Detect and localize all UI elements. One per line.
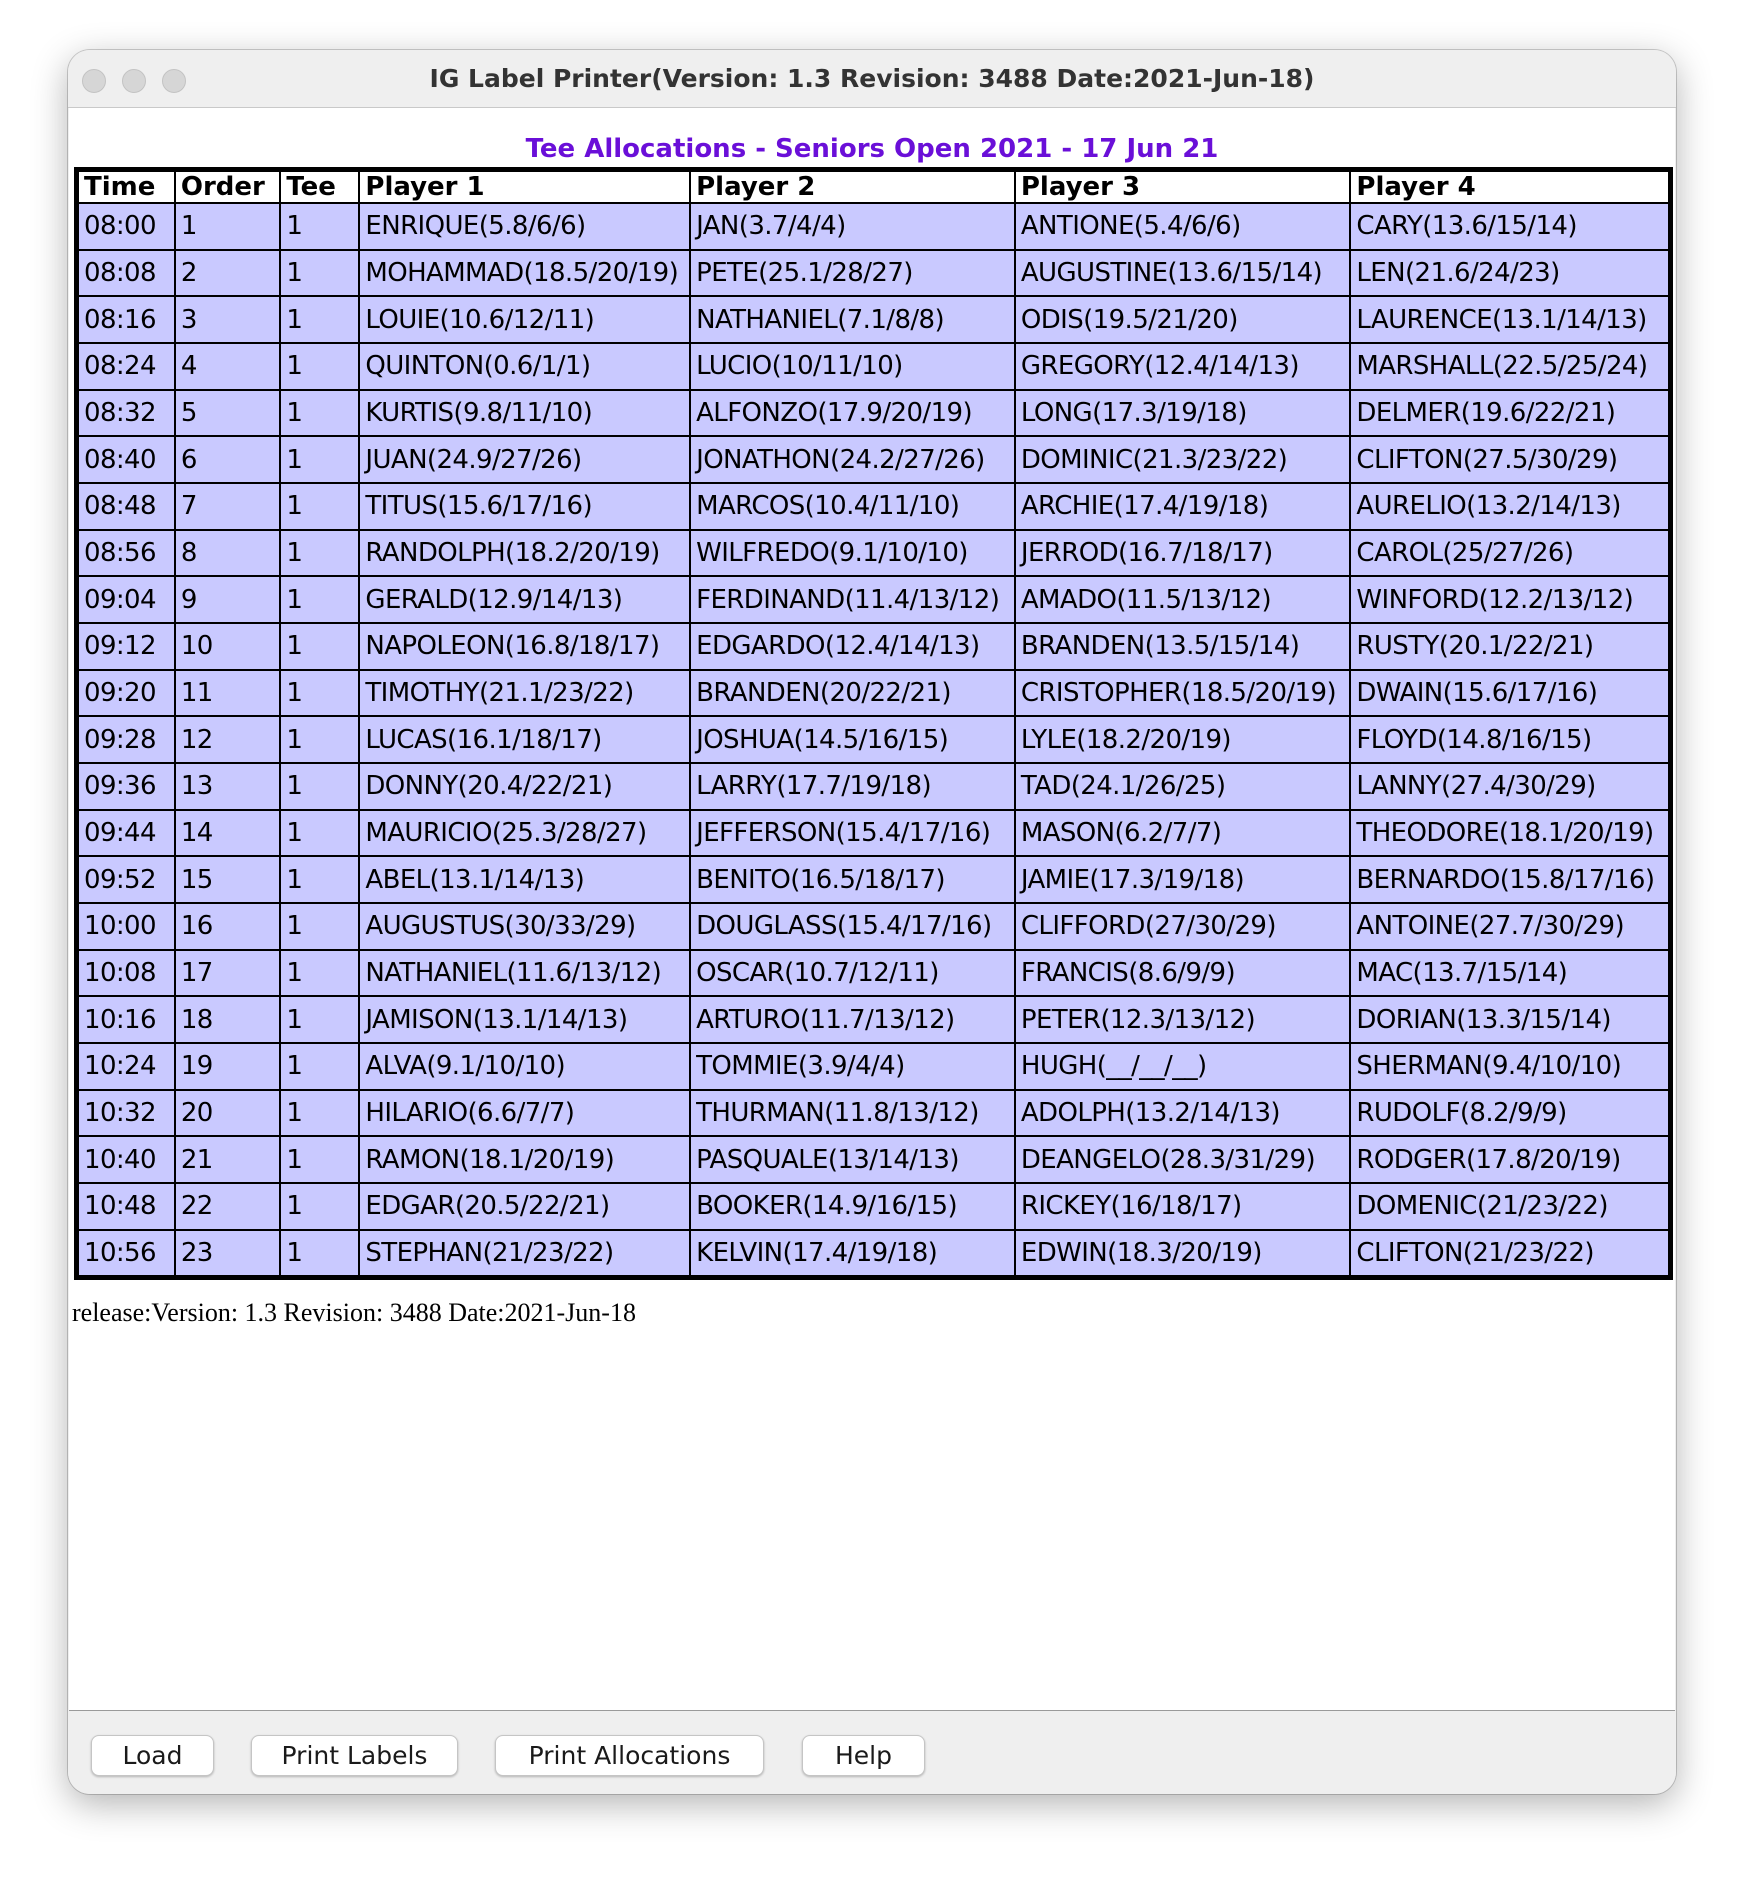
player-3-cell: GREGORY(12.4/14/13) — [1015, 343, 1351, 390]
app-window — [68, 50, 1676, 1794]
tee-cell: 1 — [280, 390, 359, 437]
player-1-cell: JUAN(24.9/27/26) — [359, 436, 690, 483]
tee-cell: 1 — [280, 1183, 359, 1230]
player-3-cell: CRISTOPHER(18.5/20/19) — [1015, 670, 1351, 717]
tee-cell: 1 — [280, 483, 359, 530]
player-1-cell: MAURICIO(25.3/28/27) — [359, 810, 690, 857]
title-bar[interactable] — [68, 50, 1676, 108]
tee-cell: 1 — [280, 1230, 359, 1275]
table-row — [79, 903, 1668, 950]
player-2-cell: FERDINAND(11.4/13/12) — [690, 576, 1015, 623]
tee-cell: 1 — [280, 996, 359, 1043]
player-2-cell: BRANDEN(20/22/21) — [690, 670, 1015, 717]
tee-cell: 1 — [280, 203, 359, 250]
player-3-cell: PETER(12.3/13/12) — [1015, 996, 1351, 1043]
player-3-cell: LYLE(18.2/20/19) — [1015, 716, 1351, 763]
player-4-cell: CLIFTON(21/23/22) — [1350, 1230, 1668, 1275]
player-4-cell: CAROL(25/27/26) — [1350, 530, 1668, 577]
time-cell: 08:08 — [79, 250, 175, 297]
table-header-row — [79, 172, 1668, 203]
player-1-cell: LUCAS(16.1/18/17) — [359, 716, 690, 763]
time-cell: 08:24 — [79, 343, 175, 390]
player-4-cell: DORIAN(13.3/15/14) — [1350, 996, 1668, 1043]
player-1-cell: EDGAR(20.5/22/21) — [359, 1183, 690, 1230]
order-cell: 6 — [175, 436, 280, 483]
player-2-cell: JOSHUA(14.5/16/15) — [690, 716, 1015, 763]
table-row — [79, 716, 1668, 763]
player-1-cell: ALVA(9.1/10/10) — [359, 1043, 690, 1090]
player-1-cell: DONNY(20.4/22/21) — [359, 763, 690, 810]
time-cell: 10:48 — [79, 1183, 175, 1230]
report-title: Tee Allocations - Seniors Open 2021 - 17 Jun 21 — [525, 134, 1219, 164]
time-cell: 09:36 — [79, 763, 175, 810]
player-3-cell: AUGUSTINE(13.6/15/14) — [1015, 250, 1351, 297]
player-4-cell: WINFORD(12.2/13/12) — [1350, 576, 1668, 623]
help-button[interactable]: Help — [802, 1735, 925, 1776]
player-4-cell: DOMENIC(21/23/22) — [1350, 1183, 1668, 1230]
player-2-cell: EDGARDO(12.4/14/13) — [690, 623, 1015, 670]
player-2-cell: PETE(25.1/28/27) — [690, 250, 1015, 297]
player-3-cell: CLIFFORD(27/30/29) — [1015, 903, 1351, 950]
player-1-cell: ABEL(13.1/14/13) — [359, 856, 690, 903]
player-4-cell: CLIFTON(27.5/30/29) — [1350, 436, 1668, 483]
table-row — [79, 623, 1668, 670]
order-cell: 9 — [175, 576, 280, 623]
player-4-cell: RODGER(17.8/20/19) — [1350, 1136, 1668, 1183]
player-4-cell: LEN(21.6/24/23) — [1350, 250, 1668, 297]
player-2-cell: LARRY(17.7/19/18) — [690, 763, 1015, 810]
table-body — [79, 203, 1668, 1275]
time-cell: 08:00 — [79, 203, 175, 250]
player-2-cell: JEFFERSON(15.4/17/16) — [690, 810, 1015, 857]
player-1-cell: ENRIQUE(5.8/6/6) — [359, 203, 690, 250]
order-cell: 5 — [175, 390, 280, 437]
player-1-cell: RANDOLPH(18.2/20/19) — [359, 530, 690, 577]
order-cell: 1 — [175, 203, 280, 250]
player-2-cell: BOOKER(14.9/16/15) — [690, 1183, 1015, 1230]
time-cell: 10:00 — [79, 903, 175, 950]
tee-cell: 1 — [280, 1136, 359, 1183]
table-row — [79, 670, 1668, 717]
player-4-cell: LANNY(27.4/30/29) — [1350, 763, 1668, 810]
tee-cell: 1 — [280, 296, 359, 343]
player-1-cell: JAMISON(13.1/14/13) — [359, 996, 690, 1043]
table-row — [79, 950, 1668, 997]
player-4-cell: MAC(13.7/15/14) — [1350, 950, 1668, 997]
tee-cell: 1 — [280, 530, 359, 577]
player-3-cell: BRANDEN(13.5/15/14) — [1015, 623, 1351, 670]
tee-cell: 1 — [280, 670, 359, 717]
player-3-cell: ODIS(19.5/21/20) — [1015, 296, 1351, 343]
player-4-cell: MARSHALL(22.5/25/24) — [1350, 343, 1668, 390]
column-header-player-1: Player 1 — [359, 172, 690, 203]
time-cell: 09:52 — [79, 856, 175, 903]
order-cell: 19 — [175, 1043, 280, 1090]
table-row — [79, 1090, 1668, 1137]
player-1-cell: AUGUSTUS(30/33/29) — [359, 903, 690, 950]
order-cell: 15 — [175, 856, 280, 903]
order-cell: 8 — [175, 530, 280, 577]
tee-cell: 1 — [280, 810, 359, 857]
order-cell: 2 — [175, 250, 280, 297]
table-row — [79, 856, 1668, 903]
order-cell: 14 — [175, 810, 280, 857]
table-row — [79, 343, 1668, 390]
player-2-cell: LUCIO(10/11/10) — [690, 343, 1015, 390]
order-cell: 20 — [175, 1090, 280, 1137]
tee-cell: 1 — [280, 763, 359, 810]
player-4-cell: RUDOLF(8.2/9/9) — [1350, 1090, 1668, 1137]
time-cell: 09:28 — [79, 716, 175, 763]
print-labels-button[interactable]: Print Labels — [251, 1735, 458, 1776]
player-3-cell: DEANGELO(28.3/31/29) — [1015, 1136, 1351, 1183]
column-header-player-3: Player 3 — [1015, 172, 1351, 203]
player-3-cell: EDWIN(18.3/20/19) — [1015, 1230, 1351, 1275]
tee-cell: 1 — [280, 1090, 359, 1137]
player-1-cell: TIMOTHY(21.1/23/22) — [359, 670, 690, 717]
column-header-tee: Tee — [280, 172, 359, 203]
table-row — [79, 1230, 1668, 1275]
table-row — [79, 1183, 1668, 1230]
time-cell: 09:44 — [79, 810, 175, 857]
player-1-cell: NAPOLEON(16.8/18/17) — [359, 623, 690, 670]
player-3-cell: LONG(17.3/19/18) — [1015, 390, 1351, 437]
player-4-cell: AURELIO(13.2/14/13) — [1350, 483, 1668, 530]
tee-cell: 1 — [280, 623, 359, 670]
tee-cell: 1 — [280, 903, 359, 950]
tee-cell: 1 — [280, 250, 359, 297]
order-cell: 7 — [175, 483, 280, 530]
player-2-cell: TOMMIE(3.9/4/4) — [690, 1043, 1015, 1090]
player-3-cell: RICKEY(16/18/17) — [1015, 1183, 1351, 1230]
table-row — [79, 810, 1668, 857]
player-1-cell: HILARIO(6.6/7/7) — [359, 1090, 690, 1137]
print-allocations-button[interactable]: Print Allocations — [495, 1735, 764, 1776]
player-1-cell: NATHANIEL(11.6/13/12) — [359, 950, 690, 997]
tee-cell: 1 — [280, 436, 359, 483]
table-row — [79, 390, 1668, 437]
order-cell: 4 — [175, 343, 280, 390]
player-1-cell: KURTIS(9.8/11/10) — [359, 390, 690, 437]
button-bar — [68, 1712, 1676, 1794]
time-cell: 10:32 — [79, 1090, 175, 1137]
tee-cell: 1 — [280, 1043, 359, 1090]
player-1-cell: QUINTON(0.6/1/1) — [359, 343, 690, 390]
time-cell: 09:04 — [79, 576, 175, 623]
player-2-cell: ALFONZO(17.9/20/19) — [690, 390, 1015, 437]
player-3-cell: AMADO(11.5/13/12) — [1015, 576, 1351, 623]
time-cell: 08:40 — [79, 436, 175, 483]
column-header-order: Order — [175, 172, 280, 203]
order-cell: 13 — [175, 763, 280, 810]
allocations-table — [79, 172, 1668, 1275]
player-3-cell: MASON(6.2/7/7) — [1015, 810, 1351, 857]
player-2-cell: JONATHON(24.2/27/26) — [690, 436, 1015, 483]
allocations-table-frame — [74, 167, 1673, 1280]
table-row — [79, 763, 1668, 810]
order-cell: 17 — [175, 950, 280, 997]
window-title: IG Label Printer(Version: 1.3 Revision: 3488 Date:2021-Jun-18) — [429, 64, 1315, 93]
player-4-cell: SHERMAN(9.4/10/10) — [1350, 1043, 1668, 1090]
time-cell: 10:40 — [79, 1136, 175, 1183]
time-cell: 10:56 — [79, 1230, 175, 1275]
table-row — [79, 296, 1668, 343]
table-row — [79, 436, 1668, 483]
report-view[interactable] — [69, 108, 1675, 1711]
time-cell: 08:32 — [79, 390, 175, 437]
tee-cell: 1 — [280, 950, 359, 997]
order-cell: 10 — [175, 623, 280, 670]
order-cell: 18 — [175, 996, 280, 1043]
time-cell: 10:16 — [79, 996, 175, 1043]
player-2-cell: BENITO(16.5/18/17) — [690, 856, 1015, 903]
time-cell: 08:48 — [79, 483, 175, 530]
order-cell: 22 — [175, 1183, 280, 1230]
player-2-cell: THURMAN(11.8/13/12) — [690, 1090, 1015, 1137]
order-cell: 12 — [175, 716, 280, 763]
player-1-cell: GERALD(12.9/14/13) — [359, 576, 690, 623]
time-cell: 08:16 — [79, 296, 175, 343]
player-3-cell: ARCHIE(17.4/19/18) — [1015, 483, 1351, 530]
tee-cell: 1 — [280, 856, 359, 903]
time-cell: 10:08 — [79, 950, 175, 997]
player-2-cell: OSCAR(10.7/12/11) — [690, 950, 1015, 997]
player-2-cell: ARTURO(11.7/13/12) — [690, 996, 1015, 1043]
player-2-cell: WILFREDO(9.1/10/10) — [690, 530, 1015, 577]
table-row — [79, 576, 1668, 623]
player-4-cell: FLOYD(14.8/16/15) — [1350, 716, 1668, 763]
player-3-cell: TAD(24.1/26/25) — [1015, 763, 1351, 810]
player-1-cell: LOUIE(10.6/12/11) — [359, 296, 690, 343]
player-1-cell: STEPHAN(21/23/22) — [359, 1230, 690, 1275]
player-3-cell: DOMINIC(21.3/23/22) — [1015, 436, 1351, 483]
time-cell: 08:56 — [79, 530, 175, 577]
player-2-cell: DOUGLASS(15.4/17/16) — [690, 903, 1015, 950]
player-2-cell: KELVIN(17.4/19/18) — [690, 1230, 1015, 1275]
table-row — [79, 996, 1668, 1043]
player-4-cell: CARY(13.6/15/14) — [1350, 203, 1668, 250]
table-row — [79, 250, 1668, 297]
player-3-cell: ADOLPH(13.2/14/13) — [1015, 1090, 1351, 1137]
column-header-time: Time — [79, 172, 175, 203]
table-row — [79, 1136, 1668, 1183]
release-info: release:Version: 1.3 Revision: 3488 Date:2021-Jun-18 — [72, 1298, 636, 1327]
player-3-cell: FRANCIS(8.6/9/9) — [1015, 950, 1351, 997]
table-row — [79, 483, 1668, 530]
tee-cell: 1 — [280, 343, 359, 390]
player-1-cell: MOHAMMAD(18.5/20/19) — [359, 250, 690, 297]
player-3-cell: JAMIE(17.3/19/18) — [1015, 856, 1351, 903]
order-cell: 3 — [175, 296, 280, 343]
player-3-cell: ANTIONE(5.4/6/6) — [1015, 203, 1351, 250]
time-cell: 09:20 — [79, 670, 175, 717]
tee-cell: 1 — [280, 716, 359, 763]
player-3-cell: HUGH(__/__/__) — [1015, 1043, 1351, 1090]
player-2-cell: MARCOS(10.4/11/10) — [690, 483, 1015, 530]
order-cell: 16 — [175, 903, 280, 950]
player-4-cell: LAURENCE(13.1/14/13) — [1350, 296, 1668, 343]
order-cell: 21 — [175, 1136, 280, 1183]
column-header-player-4: Player 4 — [1350, 172, 1668, 203]
column-header-player-2: Player 2 — [690, 172, 1015, 203]
time-cell: 10:24 — [79, 1043, 175, 1090]
load-button[interactable]: Load — [91, 1735, 214, 1776]
player-4-cell: DWAIN(15.6/17/16) — [1350, 670, 1668, 717]
table-row — [79, 1043, 1668, 1090]
player-4-cell: THEODORE(18.1/20/19) — [1350, 810, 1668, 857]
player-4-cell: RUSTY(20.1/22/21) — [1350, 623, 1668, 670]
player-4-cell: DELMER(19.6/22/21) — [1350, 390, 1668, 437]
player-3-cell: JERROD(16.7/18/17) — [1015, 530, 1351, 577]
player-2-cell: JAN(3.7/4/4) — [690, 203, 1015, 250]
player-2-cell: NATHANIEL(7.1/8/8) — [690, 296, 1015, 343]
player-2-cell: PASQUALE(13/14/13) — [690, 1136, 1015, 1183]
time-cell: 09:12 — [79, 623, 175, 670]
player-1-cell: RAMON(18.1/20/19) — [359, 1136, 690, 1183]
table-row — [79, 203, 1668, 250]
player-4-cell: ANTOINE(27.7/30/29) — [1350, 903, 1668, 950]
order-cell: 23 — [175, 1230, 280, 1275]
order-cell: 11 — [175, 670, 280, 717]
player-1-cell: TITUS(15.6/17/16) — [359, 483, 690, 530]
player-4-cell: BERNARDO(15.8/17/16) — [1350, 856, 1668, 903]
table-row — [79, 530, 1668, 577]
tee-cell: 1 — [280, 576, 359, 623]
